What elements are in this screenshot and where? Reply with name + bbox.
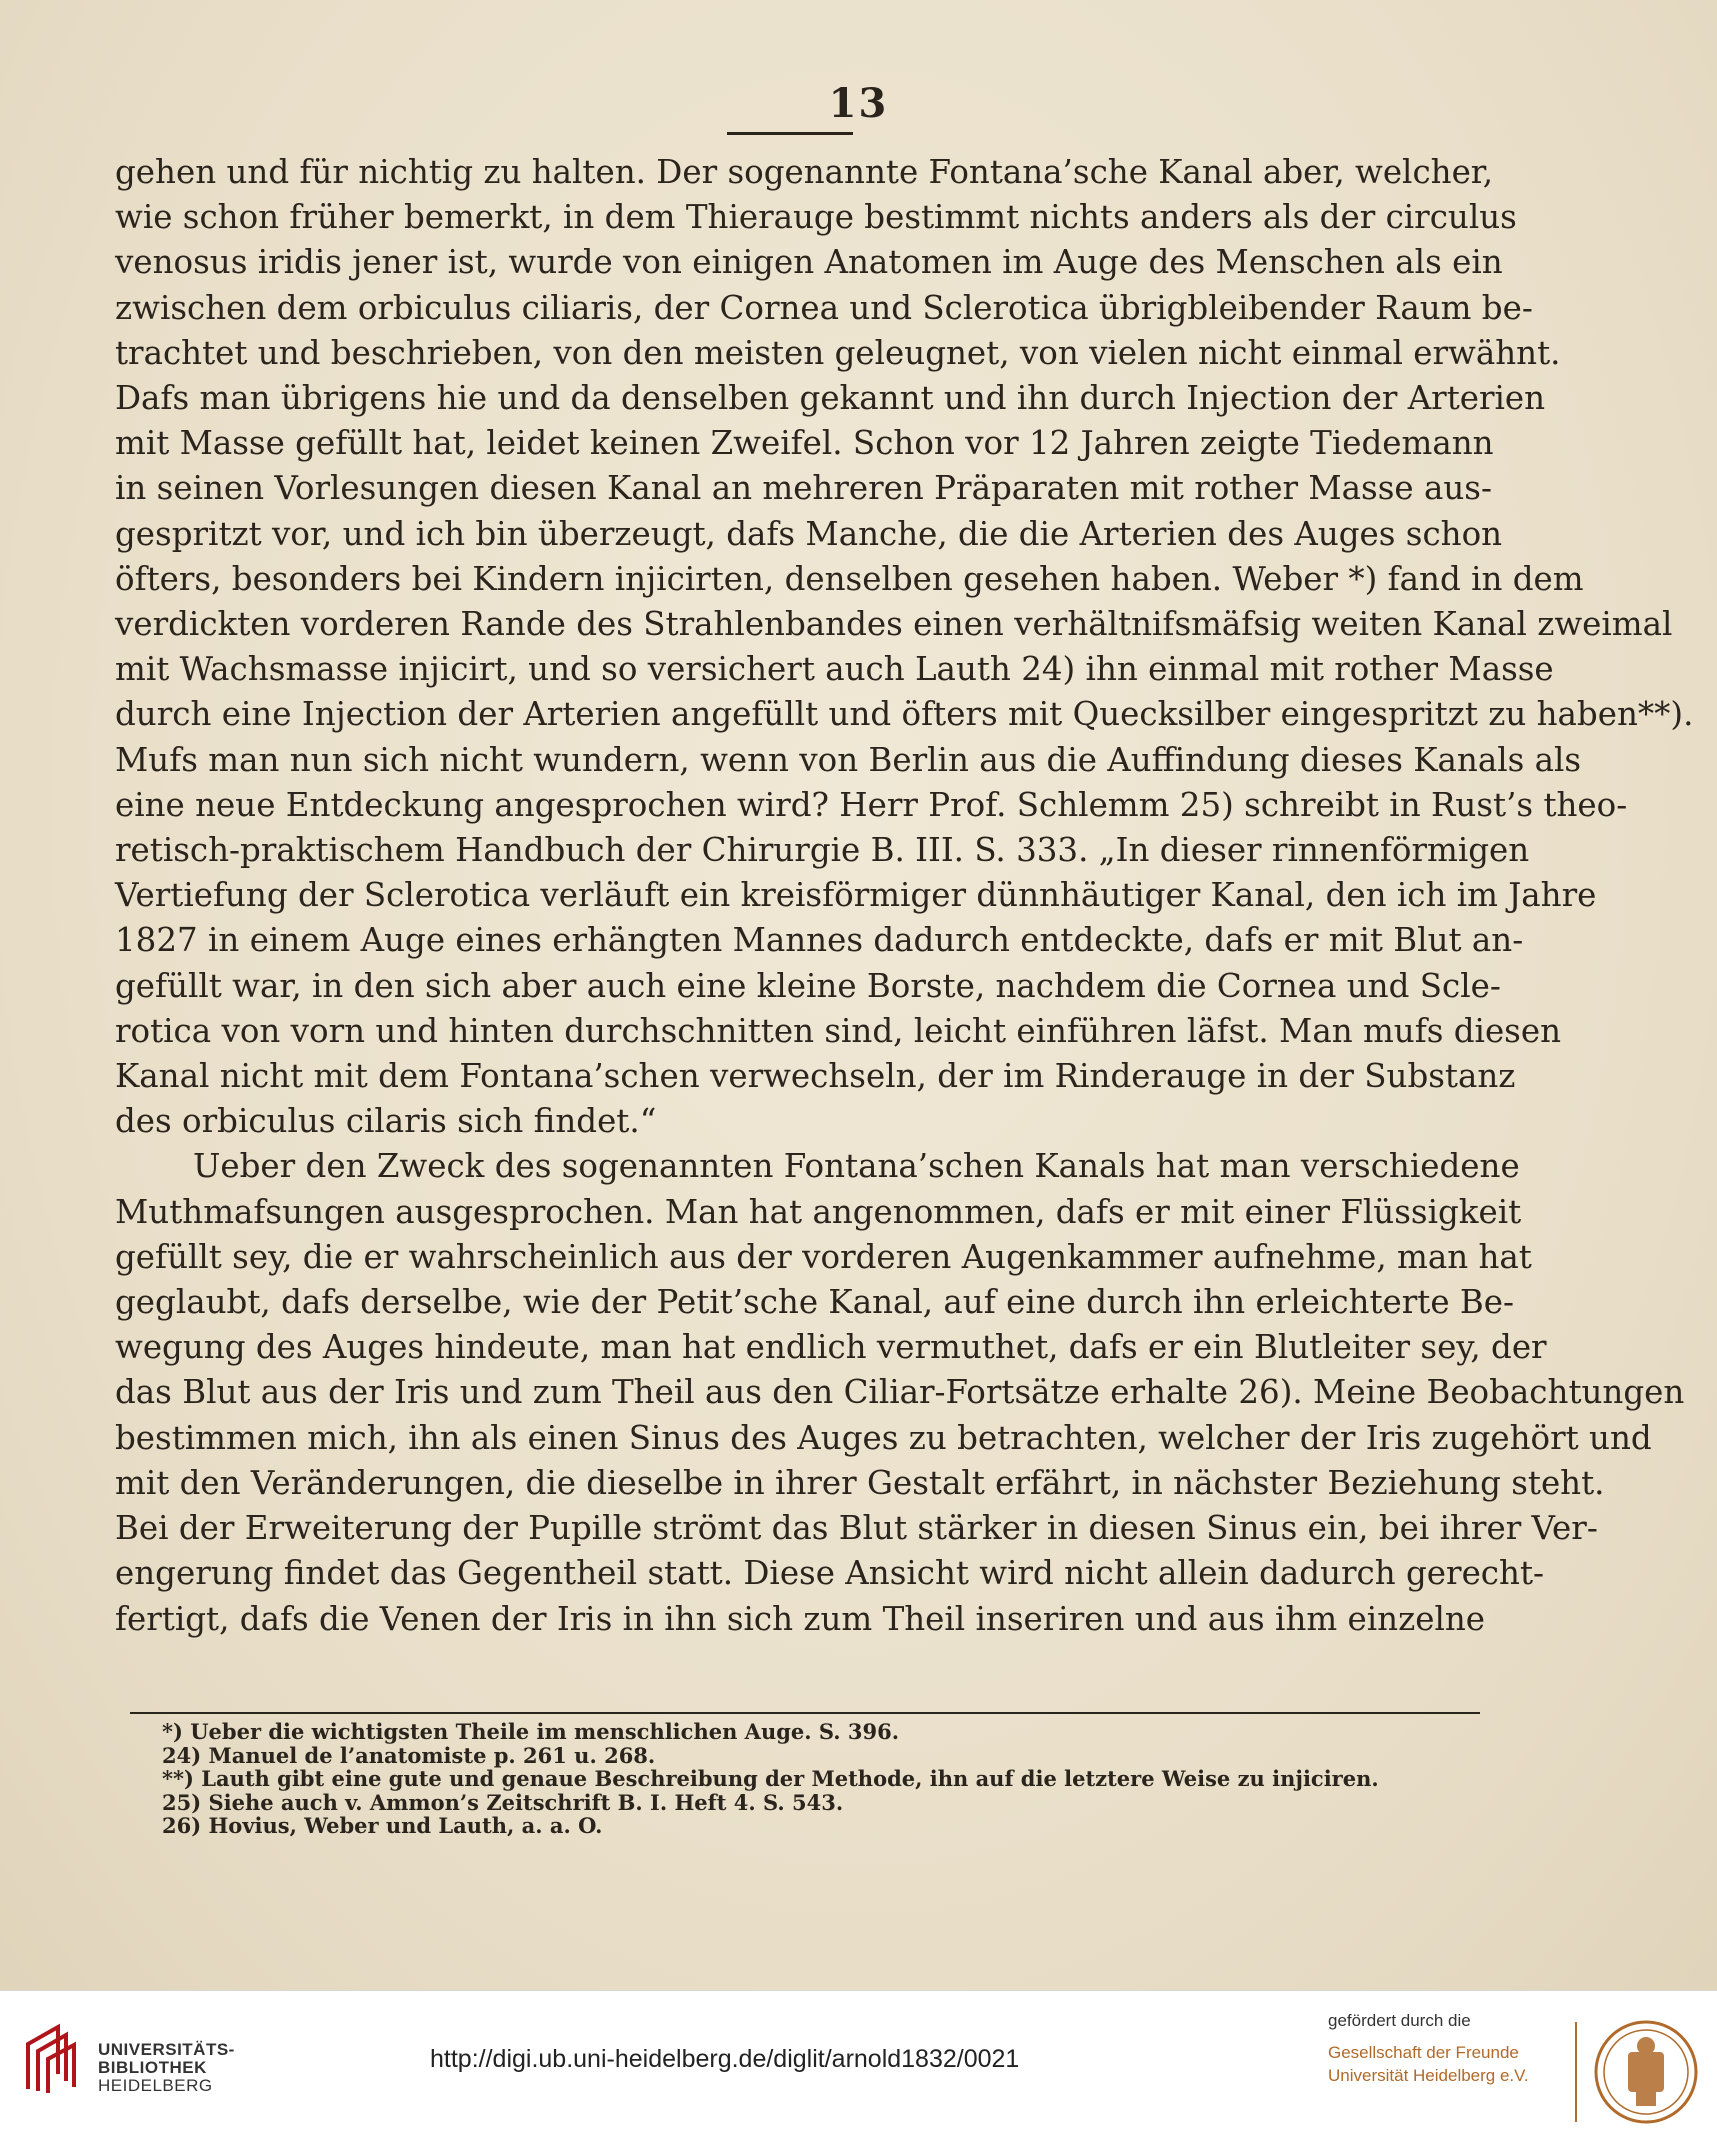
university-seal-icon <box>1574 2016 1704 2128</box>
footnote-rule <box>130 1712 1480 1714</box>
text-line: venosus iridis jener ist, wurde von einigen Anatomen im Auge des Menschen als ein <box>115 243 1503 282</box>
text-line: retisch-praktischem Handbuch der Chirurgie B. III. S. 333. „In dieser rinnenförmigen <box>115 831 1530 870</box>
text-line: rotica von vorn und hinten durchschnitten sind, leicht einführen läfst. Man mufs diesen <box>115 1011 1562 1050</box>
text-line: gefüllt war, in den sich aber auch eine kleine Borste, nachdem die Cornea und Scle- <box>115 966 1501 1005</box>
library-name-line3: HEIDELBERG <box>98 2076 213 2095</box>
text-line: geglaubt, dafs derselbe, wie der Petit’sche Kanal, auf eine durch ihn erleichterte Be- <box>115 1283 1515 1322</box>
sponsor-name <box>1328 2041 1529 2087</box>
text-line: Ueber den Zweck des sogenannten Fontana’schen Kanals hat man verschiedene <box>193 1147 1520 1186</box>
text-line: gespritzt vor, und ich bin überzeugt, dafs Manche, die die Arterien des Auges schon <box>115 514 1503 553</box>
sponsor-name-line2: Universität Heidelberg e.V. <box>1328 2066 1529 2085</box>
page-number: 13 <box>828 80 889 127</box>
library-logo-icon <box>18 2019 98 2099</box>
text-line: fertigt, dafs die Venen der Iris in ihn sich zum Theil inseriren und aus ihm einzelne <box>115 1599 1485 1638</box>
text-line: des orbiculus cilaris sich findet.“ <box>115 1102 657 1141</box>
text-line: Mufs man nun sich nicht wundern, wenn von Berlin aus die Auffindung dieses Kanals als <box>115 740 1582 779</box>
body-text <box>115 150 1694 1642</box>
text-line: mit Wachsmasse injicirt, und so versichert auch Lauth 24) ihn einmal mit rother Masse <box>115 650 1554 689</box>
library-name <box>98 2041 235 2095</box>
footnote: **) Lauth gibt eine gute und genaue Beschreibung der Methode, ihn auf die letztere Weise zu injiciren. <box>162 1766 1379 1791</box>
text-line: wie schon früher bemerkt, in dem Thierauge bestimmt nichts anders als der circulus <box>115 198 1517 237</box>
text-line: in seinen Vorlesungen diesen Kanal an mehreren Präparaten mit rother Masse aus- <box>115 469 1492 508</box>
text-line: Vertiefung der Sclerotica verläuft ein kreisförmiger dünnhäutiger Kanal, den ich im Jahre <box>115 876 1597 915</box>
text-line: Muthmafsungen ausgesprochen. Man hat angenommen, dafs er mit einer Flüssigkeit <box>115 1192 1522 1231</box>
permalink-url[interactable]: http://digi.ub.uni-heidelberg.de/diglit/arnold1832/0021 <box>430 2045 1020 2073</box>
footnote: 24) Manuel de l’anatomiste p. 261 u. 268. <box>162 1742 656 1768</box>
footnote: 26) Hovius, Weber und Lauth, a. a. O. <box>162 1813 603 1838</box>
sponsor-prefix: gefördert durch die <box>1328 2011 1471 2030</box>
text-line: wegung des Auges hindeute, man hat endlich vermuthet, dafs er ein Blutleiter sey, der <box>115 1328 1547 1367</box>
text-line: trachtet und beschrieben, von den meisten geleugnet, von vielen nicht einmal erwähnt. <box>115 333 1561 372</box>
page-number-rule <box>727 132 853 135</box>
text-line: Bei der Erweiterung der Pupille strömt das Blut stärker in diesen Sinus ein, bei ihrer Ver- <box>115 1509 1598 1548</box>
text-line: das Blut aus der Iris und zum Theil aus den Ciliar-Fortsätze erhalte 26). Meine Beobachtungen <box>115 1373 1685 1412</box>
text-line: eine neue Entdeckung angesprochen wird? Herr Prof. Schlemm 25) schreibt in Rust’s theo- <box>115 785 1628 824</box>
text-line: öfters, besonders bei Kindern injicirten, denselben gesehen haben. Weber *) fand in dem <box>115 559 1584 598</box>
sponsor-name-line1: Gesellschaft der Freunde <box>1328 2043 1519 2062</box>
text-line: bestimmen mich, ihn als einen Sinus des Auges zu betrachten, welcher der Iris zugehört und <box>115 1418 1652 1457</box>
footnotes <box>162 1720 1482 1838</box>
text-line: gefüllt sey, die er wahrscheinlich aus der vorderen Augenkammer aufnehme, man hat <box>115 1237 1532 1276</box>
footnote: 25) Siehe auch v. Ammon’s Zeitschrift B. I. Heft 4. S. 543. <box>162 1789 844 1815</box>
text-line: durch eine Injection der Arterien angefüllt und öfters mit Quecksilber eingespritzt zu haben**). <box>115 695 1694 734</box>
text-line: 1827 in einem Auge eines erhängten Mannes dadurch entdeckte, dafs er mit Blut an- <box>115 921 1524 960</box>
text-line: Dafs man übrigens hie und da denselben gekannt und ihn durch Injection der Arterien <box>115 379 1546 418</box>
text-line: mit den Veränderungen, die dieselbe in ihrer Gestalt erfährt, in nächster Beziehung steht. <box>115 1463 1605 1502</box>
text-line: mit Masse gefüllt hat, leidet keinen Zweifel. Schon vor 12 Jahren zeigte Tiedemann <box>115 424 1494 463</box>
library-name-line1: UNIVERSITÄTS- <box>98 2040 235 2059</box>
text-line: Kanal nicht mit dem Fontana’schen verwechseln, der im Rinderauge in der Substanz <box>115 1057 1516 1096</box>
text-line: verdickten vorderen Rande des Strahlenbandes einen verhältnifsmäfsig weiten Kanal zweimal <box>115 605 1673 644</box>
footnote: *) Ueber die wichtigsten Theile im menschlichen Auge. S. 396. <box>162 1719 900 1744</box>
library-name-line2: BIBLIOTHEK <box>98 2058 207 2077</box>
text-line: gehen und für nichtig zu halten. Der sogenannte Fontana’sche Kanal aber, welcher, <box>115 153 1494 191</box>
text-line: zwischen dem orbiculus ciliaris, der Cornea und Sclerotica übrigbleibender Raum be- <box>115 288 1533 327</box>
footer-bar <box>0 1990 1717 2135</box>
text-line: engerung findet das Gegentheil statt. Diese Ansicht wird nicht allein dadurch gerecht- <box>115 1554 1544 1593</box>
